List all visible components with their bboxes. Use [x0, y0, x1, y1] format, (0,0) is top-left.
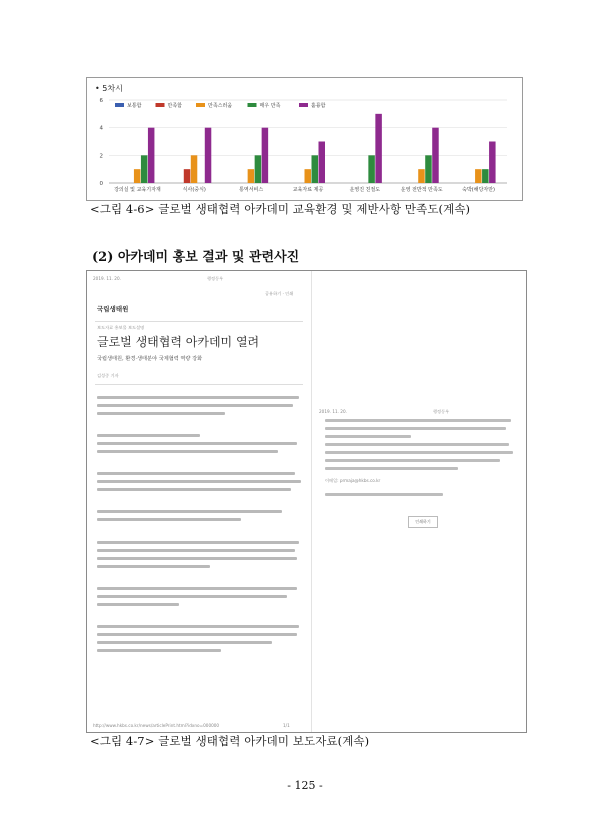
bar: [418, 169, 425, 183]
x-tick-label: 통역서비스: [239, 187, 264, 193]
article-date: 2019. 11. 20.: [93, 276, 121, 281]
article-paragraph: [325, 493, 515, 501]
article-share-links: 공유하기 · 인쇄: [265, 291, 294, 296]
x-tick-label: 운영 전반적 만족도: [400, 187, 443, 193]
bar: [248, 169, 255, 183]
bar: [205, 128, 212, 183]
bar: [482, 169, 489, 183]
x-tick-label: 교육자료 제공: [292, 187, 324, 193]
bar: [148, 128, 155, 183]
article-paragraph: [325, 419, 515, 443]
y-tick-label: 4: [99, 125, 103, 132]
page-number: - 125 -: [287, 779, 323, 792]
y-tick-label: 0: [99, 181, 103, 187]
article-email: 이메일: prmaja@hkbs.co.kr: [325, 478, 381, 483]
article-paragraph: [97, 510, 303, 526]
figure-4-7-caption: <그림 4-7> 글로벌 생태협력 아카데미 보도자료(계속): [90, 734, 370, 748]
bar: [191, 155, 198, 183]
legend-swatch: [156, 103, 165, 107]
article-date-right: 2019. 11. 20.: [319, 409, 347, 414]
legend-swatch: [248, 103, 257, 107]
y-tick-label: 2: [99, 153, 103, 160]
bar: [255, 155, 262, 183]
legend-label: 만족스러움: [208, 103, 233, 109]
article-paragraph: [325, 443, 515, 475]
bar: [375, 114, 382, 183]
bar: [312, 155, 319, 183]
article-header: 행정동우: [207, 276, 224, 281]
bar: [432, 128, 439, 183]
legend-swatch: [299, 103, 308, 107]
newspaper-logo: 국립생태원: [97, 305, 129, 313]
chart-canvas: [87, 78, 522, 200]
article-subhead: 국립생태원, 환경·생태분야 국제협력 역량 강화: [97, 356, 203, 362]
bar: [184, 169, 191, 183]
bar: [368, 155, 375, 183]
article-page-right: [313, 271, 526, 732]
article-byline: 김성중 기자: [97, 373, 119, 378]
article-paragraph: [97, 472, 303, 496]
bar: [489, 142, 496, 184]
article-paragraph: [97, 541, 303, 573]
article-paragraph: [97, 434, 303, 458]
satisfaction-chart: [86, 77, 523, 201]
bar: [141, 155, 148, 183]
article-paragraph: [97, 625, 303, 657]
x-tick-label: 강의실 및 교육기자재: [114, 187, 161, 193]
legend-label: 매우 만족: [259, 103, 281, 109]
article-paragraph: [97, 587, 303, 611]
press-release-image: [86, 270, 527, 733]
article-paragraph: [97, 396, 303, 420]
chart-title: • 5차시: [95, 84, 123, 93]
article-page-left: [87, 271, 312, 732]
x-tick-label: 운영진 친절도: [349, 187, 381, 193]
article-nav: 보도자료 홍보물 보도설명: [97, 325, 145, 330]
x-tick-label: 숙박(해당자만): [462, 187, 496, 193]
article-footer-page: 1/1: [283, 723, 290, 728]
y-tick-label: 6: [99, 98, 103, 104]
bar: [134, 169, 141, 183]
legend-label: 훌륭함: [311, 103, 326, 109]
section-title: (2) 아카데미 홍보 결과 및 관련사진: [92, 250, 300, 265]
article-header-right: 행정동우: [433, 409, 450, 414]
figure-4-6-caption: <그림 4-6> 글로벌 생태협력 아카데미 교육환경 및 제반사항 만족도(계속): [90, 202, 471, 216]
bar: [425, 155, 432, 183]
bar: [475, 169, 482, 183]
legend-swatch: [115, 103, 124, 107]
print-button: 인쇄하기: [408, 516, 438, 528]
bar: [262, 128, 269, 183]
legend-swatch: [196, 103, 205, 107]
article-headline: 글로벌 생태협력 아카데미 열려: [97, 335, 260, 349]
article-footer-url: http://www.hkbs.co.kr/news/articlePrint.html?idxno=000000: [93, 723, 220, 728]
bar: [305, 169, 312, 183]
legend-label: 만족함: [167, 103, 182, 109]
legend-label: 보통함: [127, 103, 142, 109]
bar: [319, 142, 326, 184]
x-tick-label: 식사(중식): [182, 187, 206, 193]
